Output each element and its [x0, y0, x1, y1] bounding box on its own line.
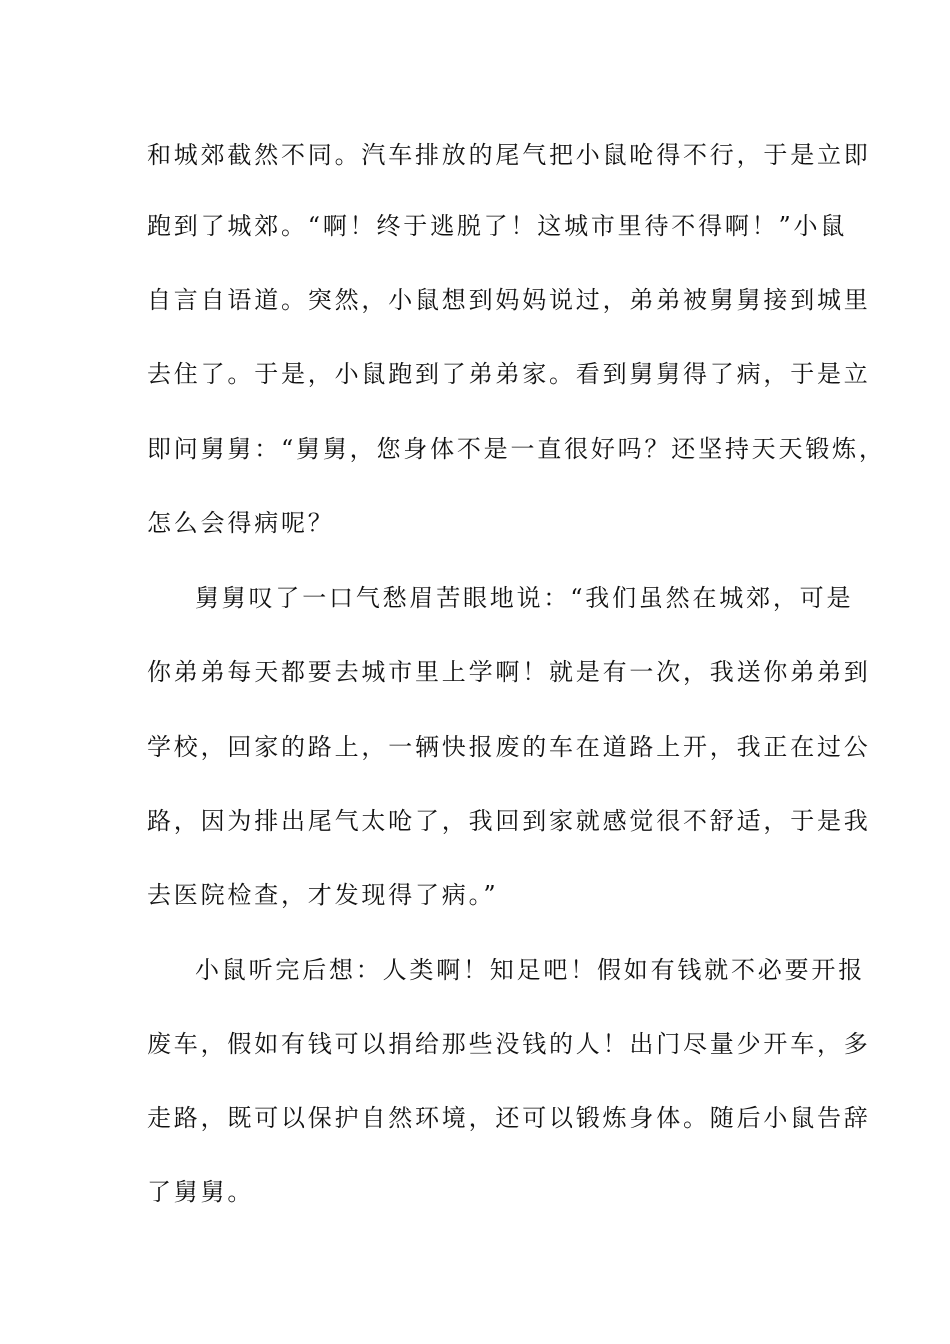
text-line: 学校，回家的路上，一辆快报废的车在道路上开，我正在过公: [147, 733, 871, 761]
text-line: 废车，假如有钱可以捐给那些没钱的人！出门尽量少开车，多: [147, 1030, 871, 1058]
text-line: 路，因为排出尾气太呛了，我回到家就感觉很不舒适，于是我: [147, 807, 871, 835]
text-line: 去医院检查，才发现得了病。”: [147, 881, 499, 909]
text-line: 走路，既可以保护自然环境，还可以锻炼身体。随后小鼠告辞: [147, 1104, 871, 1132]
text-line: 怎么会得病呢？: [147, 509, 335, 537]
text-line: 去住了。于是，小鼠跑到了弟弟家。看到舅舅得了病，于是立: [147, 360, 871, 388]
text-line: 和城郊截然不同。汽车排放的尾气把小鼠呛得不行，于是立即: [147, 141, 871, 169]
text-line: 了舅舅。: [147, 1178, 255, 1206]
text-line: 即问舅舅：“舅舅，您身体不是一直很好吗？还坚持天天锻炼，: [147, 435, 886, 463]
text-line: 舅舅叹了一口气愁眉苦眼地说：“我们虽然在城郊，可是: [195, 584, 854, 612]
text-line: 你弟弟每天都要去城市里上学啊！就是有一次，我送你弟弟到: [147, 658, 871, 686]
text-line: 小鼠听完后想：人类啊！知足吧！假如有钱就不必要开报: [195, 956, 865, 984]
text-line: 跑到了城郊。“啊！终于逃脱了！这城市里待不得啊！”小鼠: [147, 212, 848, 240]
text-line: 自言自语道。突然，小鼠想到妈妈说过，弟弟被舅舅接到城里: [147, 286, 871, 314]
